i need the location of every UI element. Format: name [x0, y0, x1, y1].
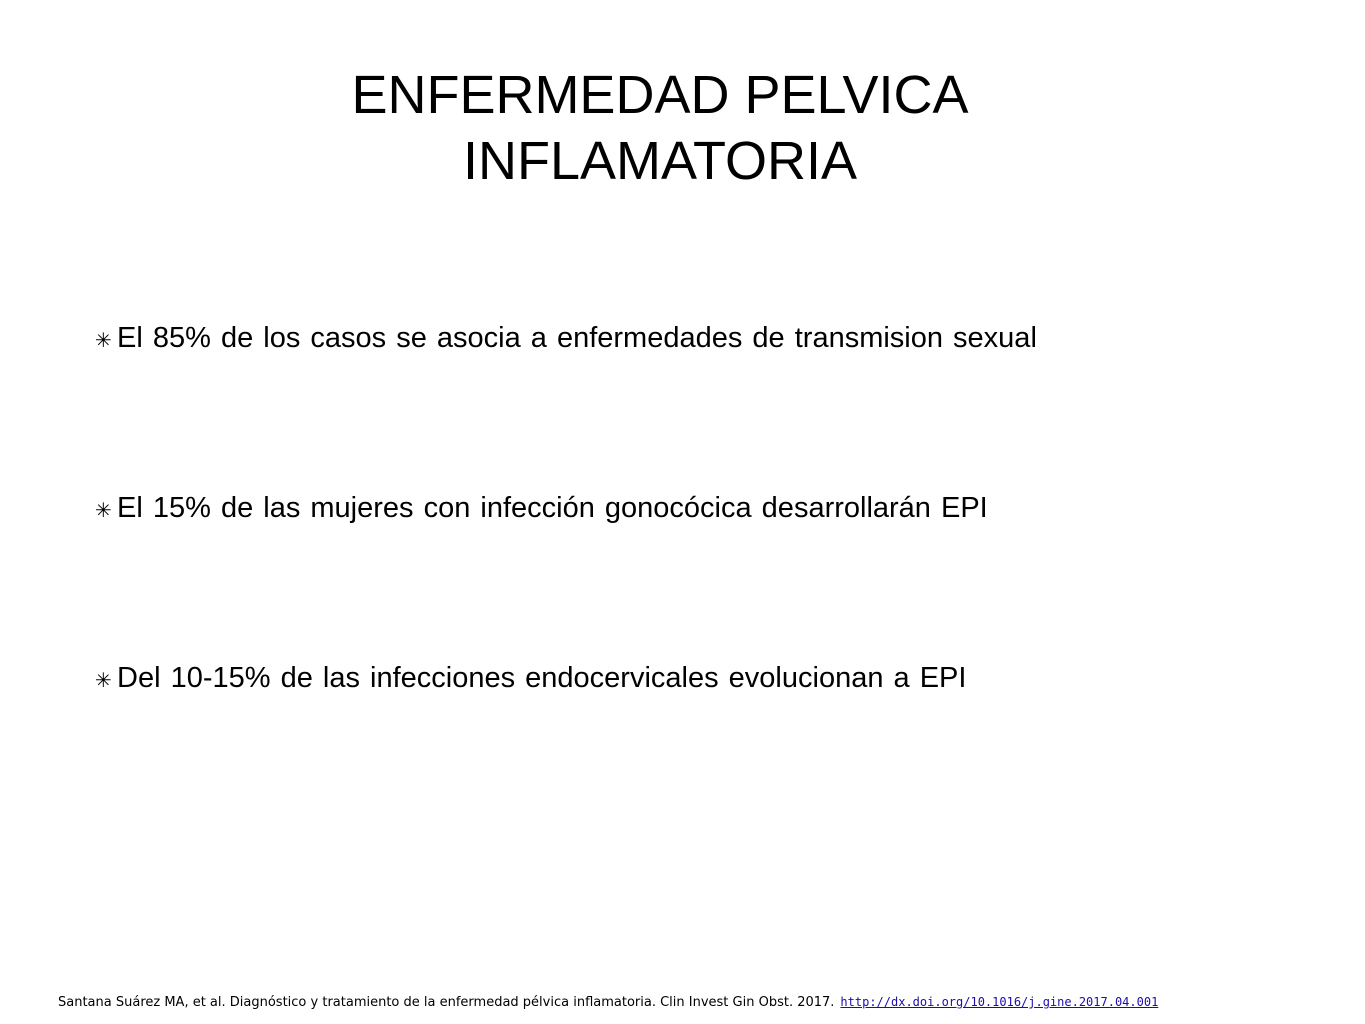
title-line-2: INFLAMATORIA — [462, 131, 858, 191]
bullet-text: El 85% de los casos se asocia a enfermedades de transmision sexual — [117, 322, 1037, 354]
title-line-1: ENFERMEDAD PELVICA — [351, 65, 969, 125]
asterisk-bullet-icon: ✳ — [95, 328, 112, 352]
doi-link[interactable]: http://dx.doi.org/10.1016/j.gine.2017.04.001 — [840, 995, 1159, 1009]
citation — [58, 992, 1158, 1013]
bullet-item — [95, 482, 1295, 652]
bullet-item — [95, 652, 1295, 822]
asterisk-bullet-icon: ✳ — [95, 668, 112, 692]
slide-title — [0, 62, 1320, 194]
asterisk-bullet-icon: ✳ — [95, 498, 112, 522]
bullet-list — [95, 312, 1295, 822]
bullet-text: El 15% de las mujeres con infección gonocócica desarrollarán EPI — [117, 492, 988, 524]
bullet-item — [95, 312, 1295, 482]
bullet-text: Del 10-15% de las infecciones endocervicales evolucionan a EPI — [117, 662, 967, 694]
citation-text: Santana Suárez MA, et al. Diagnóstico y tratamiento de la enfermedad pélvica inflamatoria. Clin Invest Gin Obst. 2017. — [58, 995, 835, 1010]
